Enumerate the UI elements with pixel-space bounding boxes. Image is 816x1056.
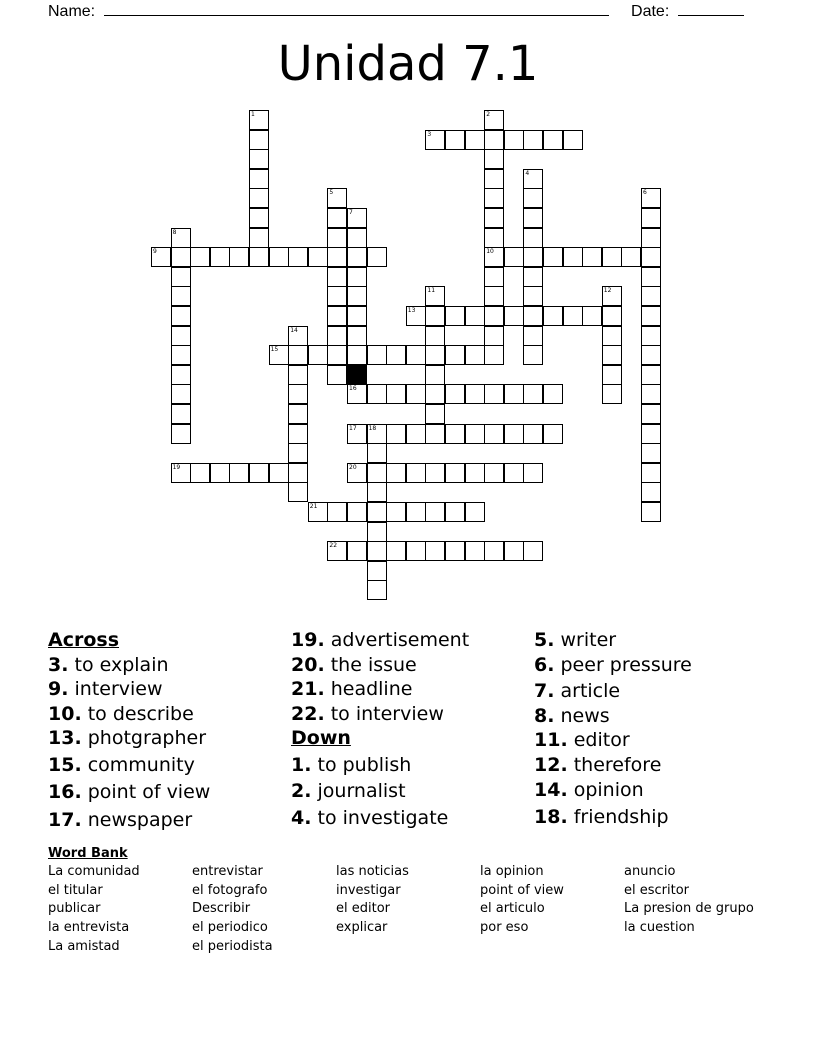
crossword-cell[interactable] (445, 463, 465, 483)
clue-number: 2 (486, 111, 491, 118)
crossword-cell[interactable] (425, 384, 445, 404)
crossword-cell[interactable] (484, 306, 504, 326)
clue-number: 17 (349, 424, 357, 432)
crossword-cell[interactable] (249, 130, 269, 150)
crossword-cell[interactable] (327, 326, 347, 346)
crossword-cell[interactable] (249, 188, 269, 208)
crossword-cell[interactable] (523, 345, 543, 365)
crossword-cell[interactable] (523, 286, 543, 306)
clue-across-20: 20. the issue (291, 653, 417, 676)
crossword-cell[interactable] (171, 267, 191, 287)
crossword-cell[interactable] (288, 365, 308, 385)
crossword-cell[interactable] (484, 208, 504, 228)
crossword-cell[interactable] (504, 384, 524, 404)
crossword-cell[interactable] (327, 306, 347, 326)
crossword-cell[interactable] (327, 267, 347, 287)
crossword-cell[interactable] (347, 286, 367, 306)
crossword-cell[interactable] (641, 463, 661, 483)
word-bank-title: Word Bank (48, 846, 128, 861)
crossword-cell[interactable] (249, 247, 269, 267)
crossword-cell[interactable] (543, 130, 563, 150)
clue-down-5: 5. writer (534, 629, 617, 651)
clue-across-22: 22. to interview (291, 702, 444, 725)
crossword-cell[interactable] (543, 306, 563, 326)
crossword-cell[interactable] (386, 384, 406, 404)
crossword-cell[interactable] (425, 502, 445, 522)
crossword-cell[interactable] (445, 306, 465, 326)
word-bank-column-2 (192, 863, 273, 956)
crossword-cell[interactable] (582, 247, 602, 267)
crossword-cell[interactable] (641, 188, 661, 208)
word-bank-item: investigar (336, 882, 401, 898)
crossword-cell[interactable] (484, 463, 504, 483)
clue-number: 22 (329, 542, 338, 550)
crossword-cell[interactable] (641, 247, 661, 267)
crossword-cell[interactable] (347, 345, 367, 365)
clue-across-13: 13. photgrapher (48, 727, 207, 749)
word-bank-item: la entrevista (48, 920, 130, 936)
crossword-cell[interactable] (367, 502, 387, 522)
crossword-cell[interactable] (641, 384, 661, 404)
down-heading: Down (291, 727, 351, 749)
crossword-cell[interactable] (171, 228, 191, 248)
word-bank-item: el fotografo (192, 882, 268, 898)
crossword-cell[interactable] (386, 502, 406, 522)
crossword-cell[interactable] (445, 345, 465, 365)
crossword-cell[interactable] (484, 149, 504, 169)
crossword-cell[interactable] (151, 247, 171, 267)
crossword-cell[interactable] (504, 541, 524, 561)
crossword-cell[interactable] (347, 502, 367, 522)
crossword-cell[interactable] (386, 541, 406, 561)
crossword-cell[interactable] (523, 384, 543, 404)
crossword-cell[interactable] (249, 228, 269, 248)
crossword-cell[interactable] (171, 247, 191, 267)
clue-across-9: 9. interview (48, 678, 163, 700)
crossword-cell[interactable] (641, 404, 661, 424)
crossword-cell[interactable] (445, 384, 465, 404)
crossword-cell[interactable] (641, 482, 661, 502)
crossword-cell[interactable] (602, 384, 622, 404)
crossword-cell[interactable] (484, 130, 504, 150)
crossword-cell[interactable] (367, 561, 387, 581)
crossword-cell[interactable] (171, 286, 191, 306)
crossword-cell[interactable] (523, 247, 543, 267)
word-bank-item: La amistad (48, 938, 120, 954)
crossword-cell[interactable] (641, 443, 661, 463)
crossword-cell[interactable] (171, 326, 191, 346)
crossword-cell[interactable] (347, 247, 367, 267)
crossword-cell[interactable] (602, 365, 622, 385)
crossword-cell[interactable] (288, 404, 308, 424)
clue-down-2: 2. journalist (291, 780, 406, 802)
crossword-cell[interactable] (347, 306, 367, 326)
clues-column-1 (48, 628, 210, 832)
crossword-cell[interactable] (563, 306, 583, 326)
crossword-cell[interactable] (425, 345, 445, 365)
crossword-cell[interactable] (465, 424, 485, 444)
crossword-cell[interactable] (543, 384, 563, 404)
crossword-cell[interactable] (465, 306, 485, 326)
crossword-cell[interactable] (484, 110, 504, 130)
word-bank-column-5 (624, 863, 754, 938)
crossword-cell[interactable] (367, 345, 387, 365)
crossword-cell[interactable] (484, 286, 504, 306)
clue-across-16: 16. point of view (48, 781, 211, 803)
word-bank-column-3 (336, 863, 409, 938)
crossword-cell[interactable] (347, 326, 367, 346)
word-bank-column-1 (48, 863, 140, 956)
crossword-cell[interactable] (386, 463, 406, 483)
crossword-cell[interactable] (406, 384, 426, 404)
crossword-cell[interactable] (445, 130, 465, 150)
crossword-cell[interactable] (641, 208, 661, 228)
crossword-cell[interactable] (327, 365, 347, 385)
crossword-cell[interactable] (406, 463, 426, 483)
clue-across-15: 15. community (48, 753, 195, 776)
crossword-cell[interactable] (641, 326, 661, 346)
crossword-cell[interactable] (465, 463, 485, 483)
crossword-cell[interactable] (229, 247, 249, 267)
crossword-cell[interactable] (523, 424, 543, 444)
crossword-cell[interactable] (249, 149, 269, 169)
crossword-cell[interactable] (327, 188, 347, 208)
clue-number: 20 (349, 463, 357, 471)
clue-number: 4 (525, 169, 530, 177)
crossword-cell[interactable] (523, 228, 543, 248)
clues-column-2 (291, 628, 469, 830)
crossword-cell[interactable] (425, 365, 445, 385)
crossword-cell[interactable] (171, 424, 191, 444)
crossword-cell[interactable] (406, 424, 426, 444)
word-bank-column-4 (480, 863, 564, 938)
clue-down-6: 6. peer pressure (534, 653, 692, 676)
crossword-cell[interactable] (484, 228, 504, 248)
crossword-cell[interactable] (523, 463, 543, 483)
crossword-cell[interactable] (308, 502, 328, 522)
clue-number: 9 (153, 248, 157, 256)
crossword-cell[interactable] (327, 541, 347, 561)
word-bank-item: el periodista (192, 938, 273, 954)
crossword-cell[interactable] (523, 169, 543, 189)
crossword-cell[interactable] (367, 443, 387, 463)
crossword-cell[interactable] (484, 267, 504, 287)
crossword-cell[interactable] (249, 463, 269, 483)
crossword-cell[interactable] (190, 247, 210, 267)
clue-down-8: 8. news (534, 704, 610, 727)
crossword-cell[interactable] (445, 541, 465, 561)
crossword-cell[interactable] (288, 247, 308, 267)
page-title: Unidad 7.1 (277, 36, 539, 92)
crossword-block (347, 365, 367, 385)
crossword-cell[interactable] (406, 306, 426, 326)
crossword-cell[interactable] (504, 463, 524, 483)
crossword-cell[interactable] (602, 286, 622, 306)
word-bank-item: el escritor (624, 882, 690, 898)
crossword-cell[interactable] (308, 247, 328, 267)
crossword-cell[interactable] (327, 208, 347, 228)
crossword-cell[interactable] (641, 502, 661, 522)
crossword-cell[interactable] (484, 345, 504, 365)
clue-number: 1 (251, 111, 255, 118)
clue-across-3: 3. to explain (48, 653, 169, 676)
clue-across-10: 10. to describe (48, 702, 194, 725)
crossword-cell[interactable] (171, 345, 191, 365)
crossword-cell[interactable] (249, 169, 269, 189)
crossword-cell[interactable] (425, 286, 445, 306)
crossword-cell[interactable] (504, 424, 524, 444)
word-bank-item: anuncio (624, 864, 676, 879)
word-bank-item: las noticias (336, 864, 409, 879)
clue-number: 16 (349, 385, 357, 393)
clue-down-11: 11. editor (534, 729, 630, 751)
crossword-cell[interactable] (523, 267, 543, 287)
crossword-cell[interactable] (347, 424, 367, 444)
crossword-cell[interactable] (406, 541, 426, 561)
crossword-cell[interactable] (367, 247, 387, 267)
clue-across-17: 17. newspaper (48, 808, 193, 831)
crossword-cell[interactable] (465, 384, 485, 404)
clue-number: 8 (172, 228, 177, 236)
crossword-cell[interactable] (249, 208, 269, 228)
word-bank-item: publicar (48, 901, 101, 917)
word-bank-item: entrevistar (192, 864, 263, 879)
crossword-cell[interactable] (563, 130, 583, 150)
crossword-cell[interactable] (484, 247, 504, 267)
clue-number: 15 (270, 346, 279, 354)
clue-number: 3 (427, 130, 432, 138)
crossword-cell[interactable] (367, 522, 387, 542)
crossword-cell[interactable] (465, 541, 485, 561)
crossword-cell[interactable] (288, 443, 308, 463)
crossword-cell[interactable] (367, 482, 387, 502)
word-bank-item: explicar (336, 920, 388, 936)
clue-number: 7 (349, 209, 353, 216)
word-bank-item: el titular (48, 882, 103, 898)
crossword-cell[interactable] (484, 424, 504, 444)
crossword-cell[interactable] (425, 541, 445, 561)
crossword-cell[interactable] (269, 345, 289, 365)
crossword-cell[interactable] (288, 345, 308, 365)
clue-number: 19 (172, 463, 181, 471)
crossword-cell[interactable] (367, 463, 387, 483)
crossword-cell[interactable] (582, 306, 602, 326)
crossword-cell[interactable] (465, 502, 485, 522)
crossword-cell[interactable] (641, 424, 661, 444)
crossword-cell[interactable] (347, 384, 367, 404)
crossword-cell[interactable] (602, 326, 622, 346)
crossword-cell[interactable] (171, 463, 191, 483)
crossword-cell[interactable] (641, 365, 661, 385)
clue-number: 10 (486, 248, 494, 256)
clue-number: 14 (290, 326, 298, 334)
crossword-cell[interactable] (641, 306, 661, 326)
crossword-cell[interactable] (504, 306, 524, 326)
crossword-cell[interactable] (425, 404, 445, 424)
word-bank-item: La presion de grupo (624, 901, 754, 917)
crossword-cell[interactable] (445, 424, 465, 444)
crossword-cell[interactable] (171, 404, 191, 424)
crossword-cell[interactable] (406, 345, 426, 365)
crossword-cell[interactable] (445, 502, 465, 522)
crossword-cell[interactable] (425, 326, 445, 346)
crossword-cell[interactable] (210, 463, 230, 483)
crossword-cell[interactable] (367, 424, 387, 444)
word-bank-item: el editor (336, 901, 390, 917)
crossword-cell[interactable] (641, 345, 661, 365)
clues-column-3 (534, 628, 692, 829)
crossword-cell[interactable] (308, 345, 328, 365)
word-bank-item: point of view (480, 882, 564, 898)
crossword-cell[interactable] (621, 247, 641, 267)
crossword-cell[interactable] (367, 384, 387, 404)
clue-down-12: 12. therefore (534, 753, 662, 776)
crossword-cell[interactable] (288, 384, 308, 404)
clue-number: 11 (427, 287, 436, 295)
crossword-cell[interactable] (484, 326, 504, 346)
crossword-cell[interactable] (288, 463, 308, 483)
crossword-cell[interactable] (425, 130, 445, 150)
crossword-cell[interactable] (171, 384, 191, 404)
crossword-cell[interactable] (327, 286, 347, 306)
clue-number: 21 (309, 503, 318, 510)
crossword-cell[interactable] (484, 541, 504, 561)
across-heading: Across (48, 629, 120, 651)
word-bank-item: la opinion (480, 864, 544, 879)
crossword-cell[interactable] (563, 247, 583, 267)
crossword-cell[interactable] (327, 228, 347, 248)
clue-across-21: 21. headline (291, 678, 413, 700)
crossword-cell[interactable] (327, 247, 347, 267)
crossword-cell[interactable] (523, 188, 543, 208)
crossword-cell[interactable] (641, 267, 661, 287)
crossword-cell[interactable] (465, 345, 485, 365)
crossword-cell[interactable] (347, 228, 367, 248)
word-bank-item: La comunidad (48, 864, 140, 879)
clue-number: 6 (643, 189, 647, 197)
name-label: Name: (48, 3, 96, 20)
word-bank-item: el articulo (480, 901, 545, 917)
word-bank-item: el periodico (192, 920, 268, 936)
crossword-cell[interactable] (171, 365, 191, 385)
crossword-cell[interactable] (602, 247, 622, 267)
crossword-cell[interactable] (347, 541, 367, 561)
crossword-cell[interactable] (425, 424, 445, 444)
crossword-cell[interactable] (347, 208, 367, 228)
crossword-cell[interactable] (465, 130, 485, 150)
crossword-cell[interactable] (327, 345, 347, 365)
crossword-cell[interactable] (229, 463, 249, 483)
clue-across-19: 19. advertisement (291, 629, 470, 651)
crossword-cell[interactable] (367, 541, 387, 561)
crossword-cell[interactable] (347, 267, 367, 287)
crossword-cell[interactable] (523, 130, 543, 150)
crossword-cell[interactable] (504, 247, 524, 267)
crossword-cell[interactable] (210, 247, 230, 267)
crossword-cell[interactable] (523, 306, 543, 326)
clue-number: 12 (603, 287, 612, 295)
crossword-cell[interactable] (543, 424, 563, 444)
crossword-cell[interactable] (288, 482, 308, 502)
crossword-cell[interactable] (484, 384, 504, 404)
clue-number: 18 (368, 424, 377, 432)
crossword-cell[interactable] (523, 326, 543, 346)
crossword-cell[interactable] (602, 345, 622, 365)
crossword-cell[interactable] (523, 541, 543, 561)
crossword-cell[interactable] (484, 169, 504, 189)
crossword-cell[interactable] (288, 424, 308, 444)
date-label: Date: (631, 3, 670, 20)
crossword-cell[interactable] (249, 110, 269, 130)
word-bank-item: la cuestion (624, 920, 695, 936)
clue-down-14: 14. opinion (534, 779, 644, 801)
crossword-cell[interactable] (484, 188, 504, 208)
crossword-cell[interactable] (641, 228, 661, 248)
crossword-cell[interactable] (386, 424, 406, 444)
crossword-cell[interactable] (523, 208, 543, 228)
word-bank-item: por eso (480, 920, 529, 936)
crossword-cell[interactable] (602, 306, 622, 326)
clue-down-1: 1. to publish (291, 753, 412, 776)
crossword-cell[interactable] (386, 345, 406, 365)
crossword-cell[interactable] (327, 502, 347, 522)
crossword-cell[interactable] (504, 130, 524, 150)
crossword-cell[interactable] (347, 463, 367, 483)
crossword-cell[interactable] (269, 463, 289, 483)
clue-down-18: 18. friendship (534, 805, 669, 828)
clue-down-7: 7. article (534, 680, 621, 702)
clue-down-4: 4. to investigate (291, 806, 449, 829)
crossword-cell[interactable] (641, 286, 661, 306)
crossword-cell[interactable] (171, 306, 191, 326)
crossword-cell[interactable] (425, 306, 445, 326)
crossword-cell[interactable] (367, 580, 387, 600)
clue-number: 5 (329, 189, 334, 197)
crossword-cell[interactable] (543, 247, 563, 267)
crossword-cell[interactable] (190, 463, 210, 483)
crossword-cell[interactable] (406, 502, 426, 522)
crossword-cell[interactable] (425, 463, 445, 483)
crossword-cell[interactable] (269, 247, 289, 267)
crossword-cell[interactable] (288, 326, 308, 346)
word-bank-item: Describir (192, 901, 251, 917)
clue-number: 13 (407, 307, 416, 314)
